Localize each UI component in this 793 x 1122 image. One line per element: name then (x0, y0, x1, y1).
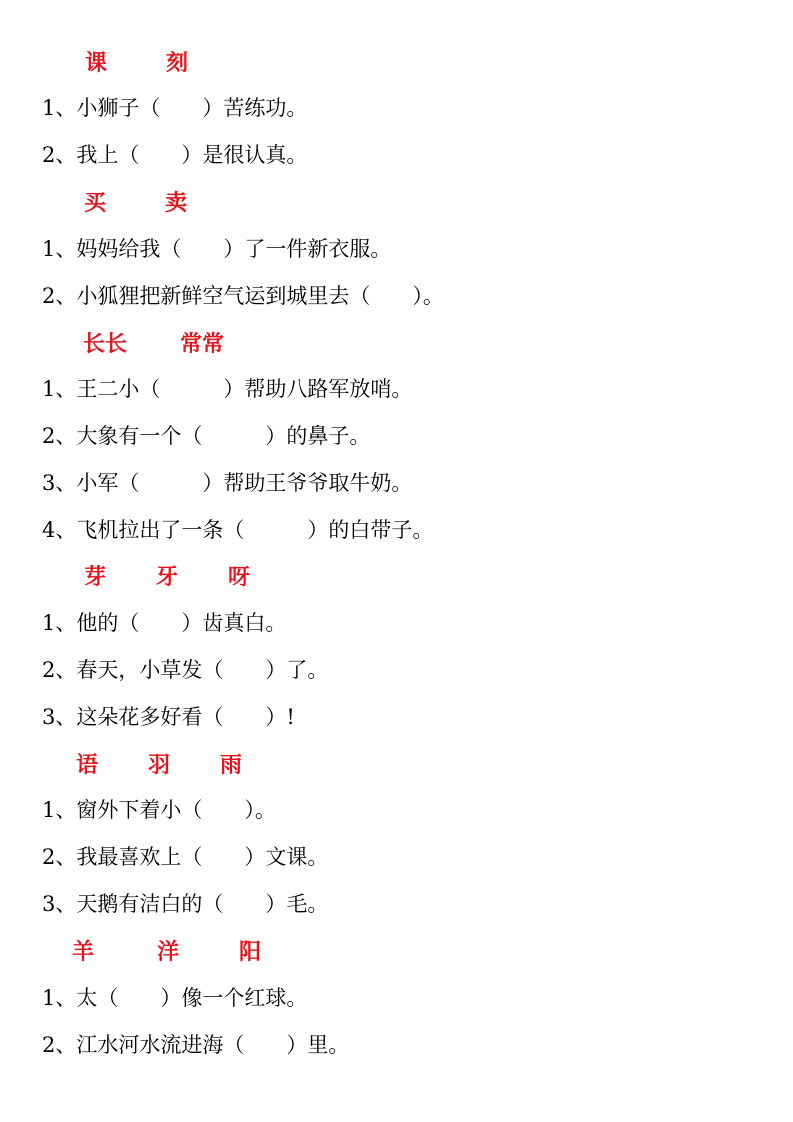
heading-word: 洋 (157, 939, 180, 965)
question-item: 3、天鹅有洁白的（ ）毛。 (42, 892, 329, 916)
question-item: 2、江水河水流进海（ ）里。 (42, 1033, 350, 1057)
question-item: 4、飞机拉出了一条（ ）的白带子。 (42, 518, 434, 542)
heading-word: 常常 (180, 331, 225, 357)
heading-word: 长长 (83, 331, 128, 357)
heading-word: 卖 (165, 190, 188, 216)
heading-word: 羽 (148, 752, 171, 778)
question-item: 2、我最喜欢上（ ）文课。 (42, 845, 329, 869)
heading-word: 芽 (84, 564, 107, 590)
heading-word: 课 (85, 50, 108, 76)
question-item: 1、他的（ ）齿真白。 (42, 611, 287, 635)
question-item: 2、我上（ ）是很认真。 (42, 143, 308, 167)
heading-word: 牙 (156, 564, 179, 590)
group-heading-6 (0, 937, 793, 967)
group-heading-5 (0, 750, 793, 780)
question-item: 1、妈妈给我（ ）了一件新衣服。 (42, 237, 392, 261)
question-item: 2、春天，小草发（ ）了。 (42, 658, 329, 682)
heading-word: 买 (84, 190, 107, 216)
question-item: 2、小狐狸把新鲜空气运到城里去（ ）。 (42, 284, 444, 308)
heading-word: 呀 (228, 564, 251, 590)
question-item: 1、太（ ）像一个红球。 (42, 986, 308, 1010)
heading-word: 阳 (239, 939, 262, 965)
heading-word: 雨 (220, 752, 243, 778)
question-item: 1、王二小（ ）帮助八路军放哨。 (42, 377, 413, 401)
question-item: 3、小军（ ）帮助王爷爷取牛奶。 (42, 471, 413, 495)
group-heading-4 (0, 562, 793, 592)
group-heading-3 (0, 329, 793, 359)
question-item: 1、窗外下着小（ ）。 (42, 798, 276, 822)
heading-word: 刻 (166, 50, 189, 76)
group-heading-1 (0, 48, 793, 78)
question-item: 2、大象有一个（ ）的鼻子。 (42, 424, 371, 448)
question-item: 1、小狮子（ ）苦练功。 (42, 96, 308, 120)
heading-word: 羊 (72, 939, 95, 965)
heading-word: 语 (76, 752, 99, 778)
question-item: 3、这朵花多好看（ ）! (42, 705, 295, 729)
group-heading-2 (0, 188, 793, 218)
